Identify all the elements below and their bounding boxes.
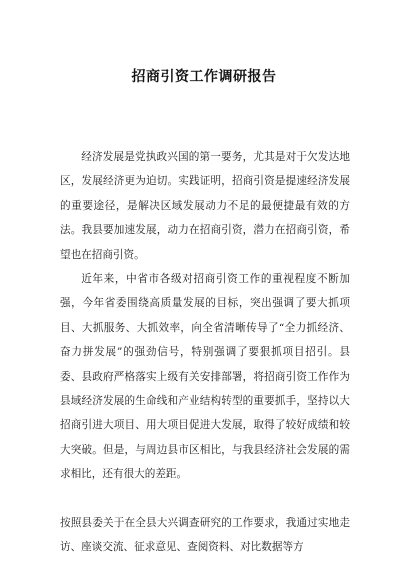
paragraph-1: 经济发展是党执政兴国的第一要务，尤其是对于欠发达地区，发展经济更为迫切。实践证明，招商引资是提速经济发展的重要途径，是解决区域发展动力不足的最便捷最有效的方法。我县要加速发展，动力在招商引资，潜力在招商引资，希望也在招商引资。	[60, 151, 350, 261]
document-title: 招商引资工作调研报告	[131, 69, 277, 85]
paragraph-2: 近年来，中省市各级对招商引资工作的重视程度不断加强，今年省委围绕高质量发展的目标，突出强调了要大抓项目、大抓服务、大抓效率，向全省清晰传导了“全力抓经济、奋力拼发展”的强劲信号，特别强调了要狠抓项目招引。县委、县政府严格落实上级有关安排部署，将招商引资工作作为县域经济发展的生命线和产业结构转型的重要抓手，坚持以大招商引进大项目、用大项目促进大发展，取得了较好成绩和较大突破。但是，与周边县市区相比，与我县经济社会发展的需求相比，还有很大的差距。	[60, 273, 350, 481]
paragraph-3: 按照县委关于在全县大兴调查研究的工作要求，我通过实地走访、座谈交流、征求意见、查阅资料、对比数据等方	[60, 517, 350, 554]
